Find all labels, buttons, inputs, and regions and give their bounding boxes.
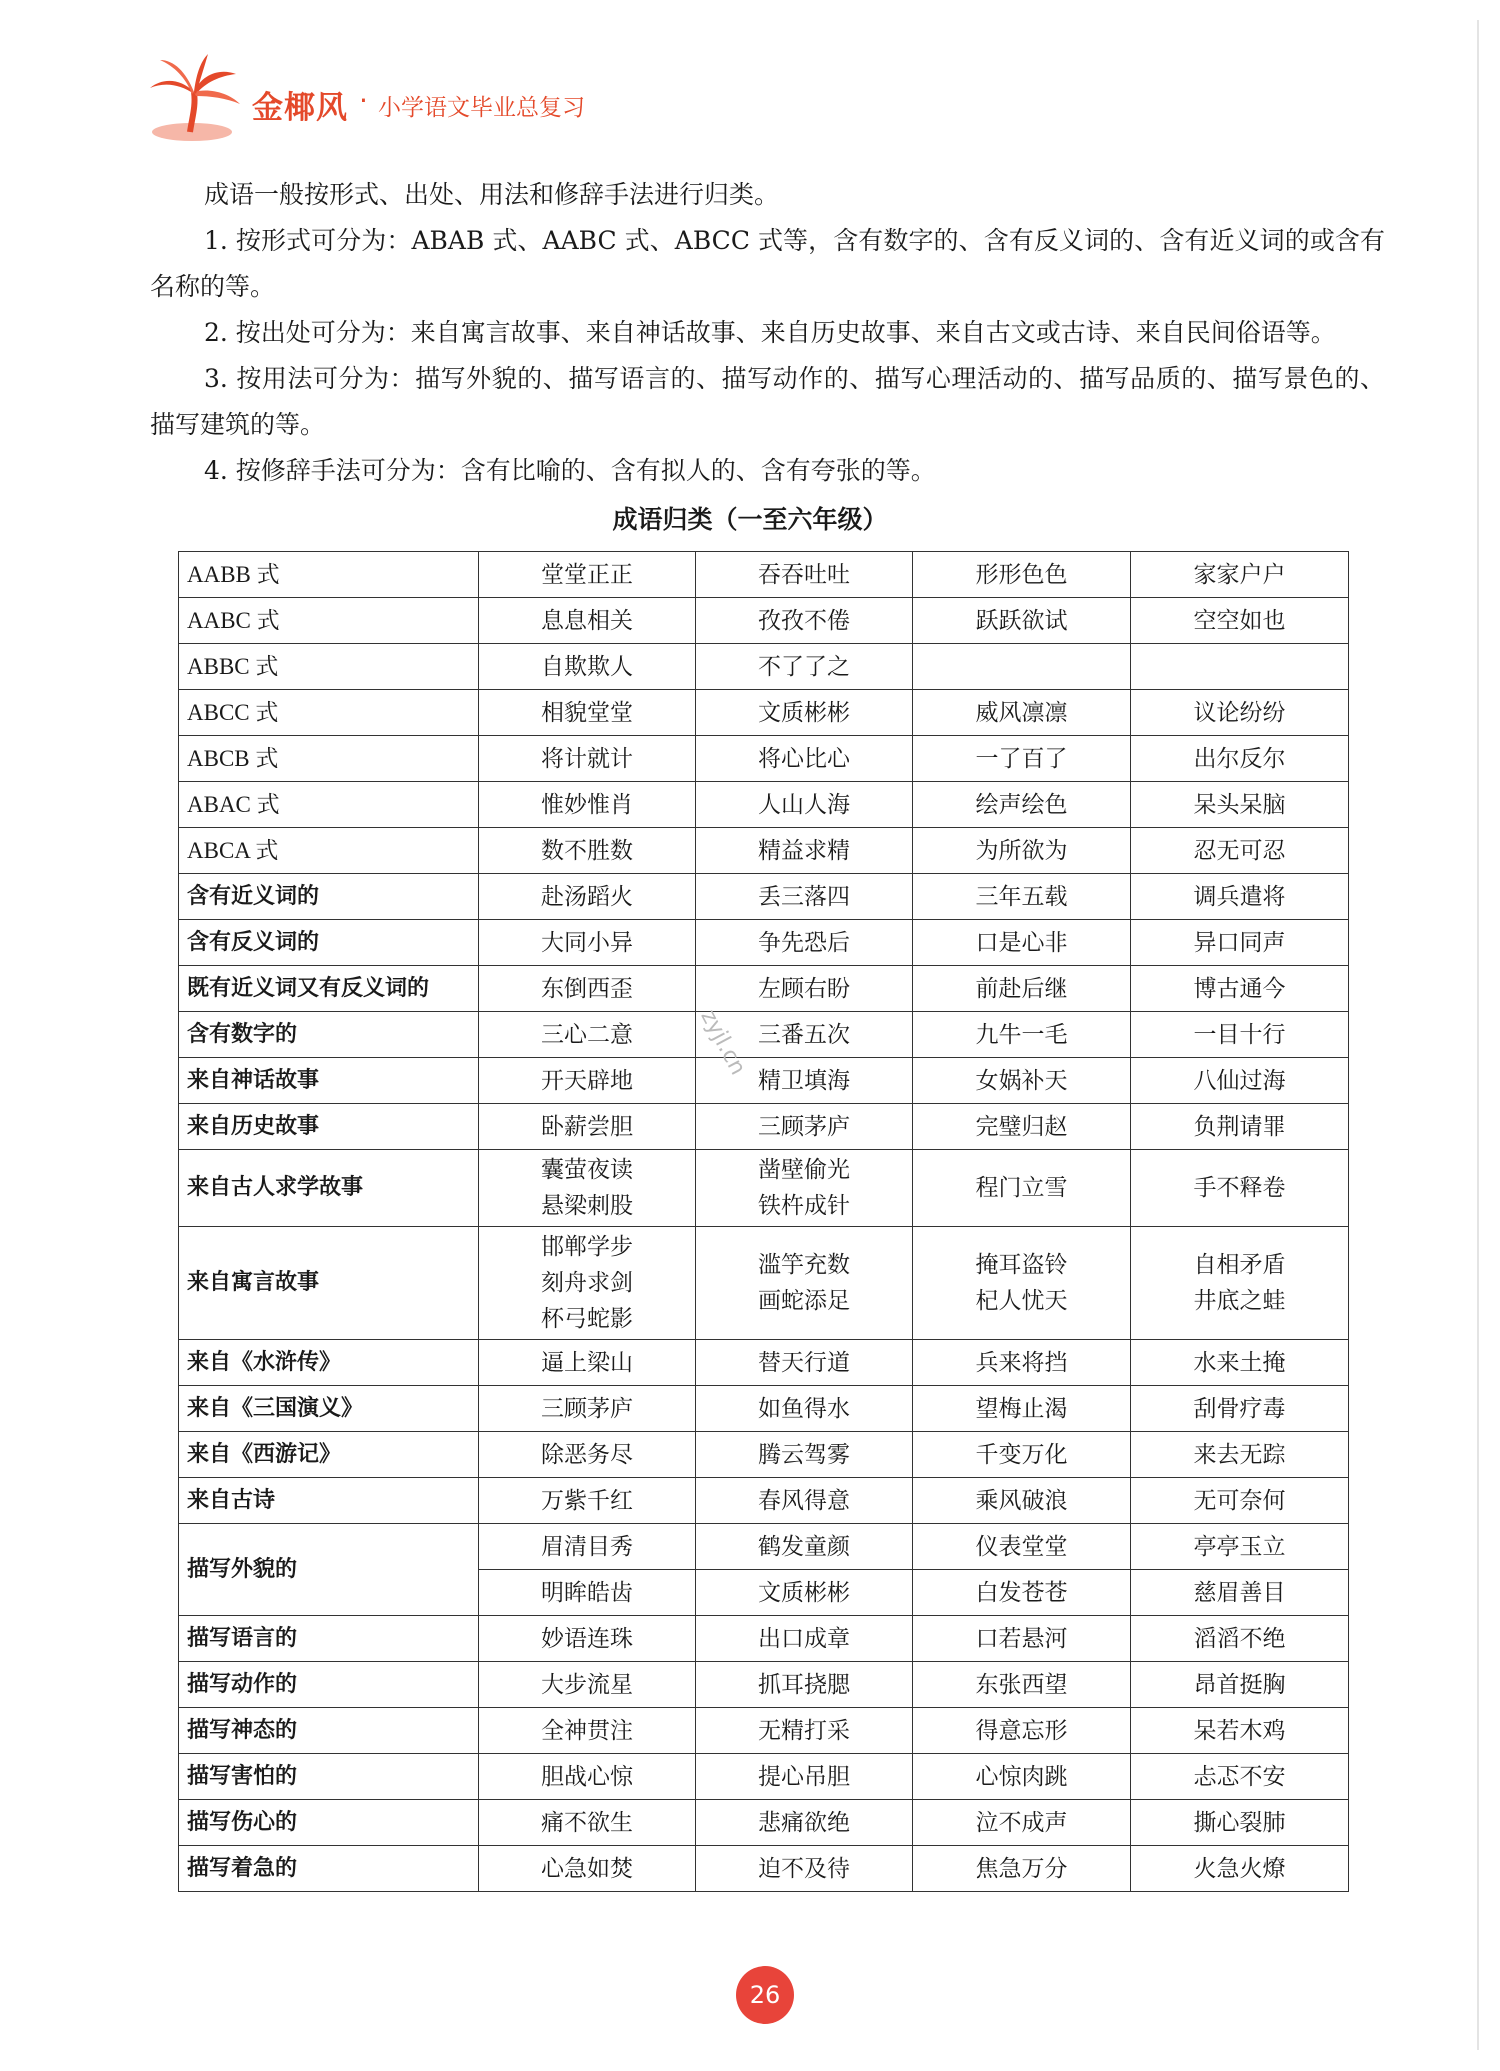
idiom-cell: 争先恐后 xyxy=(696,920,913,966)
idiom-cell: 左顾右盼 xyxy=(696,966,913,1012)
idiom-cell xyxy=(1131,1227,1349,1340)
idiom-cell: 文质彬彬 xyxy=(696,690,913,736)
idiom-cell xyxy=(696,1227,913,1340)
category-cell: 来自《三国演义》 xyxy=(179,1386,479,1432)
intro-section xyxy=(150,172,1385,494)
idiom-cell: 吞吞吐吐 xyxy=(696,552,913,598)
idiom-cell: 替天行道 xyxy=(696,1340,913,1386)
idiom-cell: 息息相关 xyxy=(479,598,696,644)
idiom-cell: 大步流星 xyxy=(479,1662,696,1708)
idiom-cell: 丢三落四 xyxy=(696,874,913,920)
category-cell: ABCA 式 xyxy=(179,828,479,874)
idiom-cell: 口是心非 xyxy=(913,920,1131,966)
idiom-text: 凿壁偷光 xyxy=(758,1157,850,1183)
category-cell: 含有反义词的 xyxy=(179,920,479,966)
idiom-cell: 大同小异 xyxy=(479,920,696,966)
table-row xyxy=(179,1432,1349,1478)
idiom-cell: 无精打采 xyxy=(696,1708,913,1754)
table-row xyxy=(179,1524,1349,1570)
idiom-cell: 乘风破浪 xyxy=(913,1478,1131,1524)
idiom-cell xyxy=(1131,1150,1349,1227)
idiom-text: 自相矛盾 xyxy=(1193,1252,1286,1278)
idiom-cell xyxy=(913,1150,1131,1227)
table-row xyxy=(179,1754,1349,1800)
idiom-cell: 悲痛欲绝 xyxy=(696,1800,913,1846)
idiom-cell: 撕心裂肺 xyxy=(1131,1800,1349,1846)
idiom-cell: 开天辟地 xyxy=(479,1058,696,1104)
idiom-cell: 前赴后继 xyxy=(913,966,1131,1012)
idiom-cell: 空空如也 xyxy=(1131,598,1349,644)
table-row xyxy=(179,920,1349,966)
table-row xyxy=(179,1662,1349,1708)
idiom-cell: 数不胜数 xyxy=(479,828,696,874)
idiom-cell: 将心比心 xyxy=(696,736,913,782)
table-row xyxy=(179,736,1349,782)
idiom-cell: 千变万化 xyxy=(913,1432,1131,1478)
category-cell: 描写神态的 xyxy=(179,1708,479,1754)
idiom-cell: 得意忘形 xyxy=(913,1708,1131,1754)
idiom-cell: 胆战心惊 xyxy=(479,1754,696,1800)
idiom-cell: 抓耳挠腮 xyxy=(696,1662,913,1708)
idiom-cell: 女娲补天 xyxy=(913,1058,1131,1104)
idiom-cell: 惟妙惟肖 xyxy=(479,782,696,828)
idiom-cell: 如鱼得水 xyxy=(696,1386,913,1432)
category-cell: 来自寓言故事 xyxy=(179,1227,479,1340)
palm-tree-logo-icon xyxy=(140,48,250,148)
category-cell: 来自古诗 xyxy=(179,1478,479,1524)
table-row xyxy=(179,1012,1349,1058)
idiom-cell: 形形色色 xyxy=(913,552,1131,598)
table-row xyxy=(179,782,1349,828)
idiom-cell: 文质彬彬 xyxy=(696,1570,913,1616)
idiom-cell xyxy=(479,1227,696,1340)
idiom-cell xyxy=(479,1150,696,1227)
idiom-text: 滥竽充数 xyxy=(758,1252,850,1278)
category-cell: 描写外貌的 xyxy=(179,1524,479,1616)
idiom-cell: 异口同声 xyxy=(1131,920,1349,966)
idiom-cell: 卧薪尝胆 xyxy=(479,1104,696,1150)
idiom-cell: 眉清目秀 xyxy=(479,1524,696,1570)
idiom-cell: 三年五载 xyxy=(913,874,1131,920)
idiom-cell: 心急如焚 xyxy=(479,1846,696,1892)
category-cell: ABBC 式 xyxy=(179,644,479,690)
idiom-cell: 除恶务尽 xyxy=(479,1432,696,1478)
idiom-cell: 逼上梁山 xyxy=(479,1340,696,1386)
category-cell: 来自历史故事 xyxy=(179,1104,479,1150)
idiom-cell: 全神贯注 xyxy=(479,1708,696,1754)
idiom-cell: 负荆请罪 xyxy=(1131,1104,1349,1150)
category-cell: 描写语言的 xyxy=(179,1616,479,1662)
idiom-cell: 迫不及待 xyxy=(696,1846,913,1892)
category-cell: 描写伤心的 xyxy=(179,1800,479,1846)
idiom-cell: 明眸皓齿 xyxy=(479,1570,696,1616)
idiom-cell: 白发苍苍 xyxy=(913,1570,1131,1616)
idiom-cell: 刮骨疗毒 xyxy=(1131,1386,1349,1432)
intro-paragraph: 4. 按修辞手法可分为：含有比喻的、含有拟人的、含有夸张的等。 xyxy=(204,456,936,485)
idiom-text: 悬梁刺股 xyxy=(541,1193,633,1219)
idiom-cell xyxy=(913,644,1131,690)
page-number: 26 xyxy=(736,1966,794,2024)
idiom-cell: 三心二意 xyxy=(479,1012,696,1058)
idiom-cell: 出尔反尔 xyxy=(1131,736,1349,782)
idiom-cell: 鹤发童颜 xyxy=(696,1524,913,1570)
idiom-cell: 一了百了 xyxy=(913,736,1131,782)
idiom-cell: 痛不欲生 xyxy=(479,1800,696,1846)
idiom-cell: 呆头呆脑 xyxy=(1131,782,1349,828)
idiom-cell: 忍无可忍 xyxy=(1131,828,1349,874)
idiom-cell: 口若悬河 xyxy=(913,1616,1131,1662)
idiom-table xyxy=(178,551,1349,1892)
idiom-cell: 不了了之 xyxy=(696,644,913,690)
idiom-cell: 火急火燎 xyxy=(1131,1846,1349,1892)
category-cell: ABCB 式 xyxy=(179,736,479,782)
idiom-cell: 堂堂正正 xyxy=(479,552,696,598)
idiom-cell: 人山人海 xyxy=(696,782,913,828)
category-cell: ABAC 式 xyxy=(179,782,479,828)
intro-paragraph: 成语一般按形式、出处、用法和修辞手法进行归类。 xyxy=(204,180,780,209)
book-subtitle: 小学语文毕业总复习 xyxy=(378,95,585,121)
idiom-cell: 相貌堂堂 xyxy=(479,690,696,736)
idiom-text: 掩耳盗铃 xyxy=(975,1252,1068,1278)
idiom-cell: 望梅止渴 xyxy=(913,1386,1131,1432)
category-cell: 含有近义词的 xyxy=(179,874,479,920)
intro-paragraph: 3. 按用法可分为：描写外貌的、描写语言的、描写动作的、描写心理活动的、描写品质的、描写景色的、描写建筑的等。 xyxy=(150,364,1385,439)
idiom-cell: 昂首挺胸 xyxy=(1131,1662,1349,1708)
idiom-cell: 提心吊胆 xyxy=(696,1754,913,1800)
category-cell: AABC 式 xyxy=(179,598,479,644)
idiom-cell: 焦急万分 xyxy=(913,1846,1131,1892)
idiom-text: 邯郸学步 xyxy=(541,1234,633,1260)
table-row xyxy=(179,1616,1349,1662)
idiom-cell: 将计就计 xyxy=(479,736,696,782)
table-row xyxy=(179,1386,1349,1432)
idiom-cell: 呆若木鸡 xyxy=(1131,1708,1349,1754)
idiom-cell: 泣不成声 xyxy=(913,1800,1131,1846)
idiom-cell: 东张西望 xyxy=(913,1662,1131,1708)
idiom-cell: 绘声绘色 xyxy=(913,782,1131,828)
idiom-cell: 春风得意 xyxy=(696,1478,913,1524)
idiom-text: 刻舟求剑 xyxy=(541,1270,633,1296)
category-cell: 含有数字的 xyxy=(179,1012,479,1058)
idiom-cell: 仪表堂堂 xyxy=(913,1524,1131,1570)
idiom-cell: 三番五次 xyxy=(696,1012,913,1058)
idiom-cell: 议论纷纷 xyxy=(1131,690,1349,736)
idiom-cell: 万紫千红 xyxy=(479,1478,696,1524)
idiom-cell xyxy=(913,1227,1131,1340)
idiom-cell: 出口成章 xyxy=(696,1616,913,1662)
table-row xyxy=(179,1846,1349,1892)
category-cell: 来自《西游记》 xyxy=(179,1432,479,1478)
idiom-text: 杯弓蛇影 xyxy=(541,1306,633,1332)
category-cell: 描写着急的 xyxy=(179,1846,479,1892)
idiom-cell: 为所欲为 xyxy=(913,828,1131,874)
table-row xyxy=(179,1340,1349,1386)
idiom-cell xyxy=(696,1150,913,1227)
idiom-cell: 赴汤蹈火 xyxy=(479,874,696,920)
table-row xyxy=(179,644,1349,690)
table-title: 成语归类（一至六年级） xyxy=(612,505,888,534)
idiom-cell: 妙语连珠 xyxy=(479,1616,696,1662)
idiom-cell: 调兵遣将 xyxy=(1131,874,1349,920)
idiom-cell: 来去无踪 xyxy=(1131,1432,1349,1478)
idiom-cell: 家家户户 xyxy=(1131,552,1349,598)
idiom-cell: 九牛一毛 xyxy=(913,1012,1131,1058)
table-row xyxy=(179,1104,1349,1150)
page-edge-line xyxy=(1477,20,1479,2050)
category-cell: 描写害怕的 xyxy=(179,1754,479,1800)
table-row xyxy=(179,1708,1349,1754)
idiom-cell: 兵来将挡 xyxy=(913,1340,1131,1386)
idiom-text: 杞人忧天 xyxy=(975,1288,1068,1314)
idiom-cell: 一目十行 xyxy=(1131,1012,1349,1058)
idiom-cell: 水来土掩 xyxy=(1131,1340,1349,1386)
category-cell: AABB 式 xyxy=(179,552,479,598)
table-row xyxy=(179,828,1349,874)
idiom-cell: 滔滔不绝 xyxy=(1131,1616,1349,1662)
watermark: zyjl.cn xyxy=(695,1005,751,1080)
table-row xyxy=(179,552,1349,598)
idiom-cell: 精卫填海 xyxy=(696,1058,913,1104)
idiom-cell: 孜孜不倦 xyxy=(696,598,913,644)
brand-name: 金椰风 xyxy=(252,90,348,126)
idiom-cell: 八仙过海 xyxy=(1131,1058,1349,1104)
idiom-cell: 心惊肉跳 xyxy=(913,1754,1131,1800)
idiom-cell: 慈眉善目 xyxy=(1131,1570,1349,1616)
idiom-cell: 自欺欺人 xyxy=(479,644,696,690)
table-row xyxy=(179,1478,1349,1524)
table-row xyxy=(179,1150,1349,1227)
category-cell: 来自神话故事 xyxy=(179,1058,479,1104)
table-row xyxy=(179,1058,1349,1104)
table-row xyxy=(179,598,1349,644)
idiom-cell: 完璧归赵 xyxy=(913,1104,1131,1150)
table-row xyxy=(179,1227,1349,1340)
idiom-table-body xyxy=(179,552,1349,1892)
idiom-cell: 精益求精 xyxy=(696,828,913,874)
table-row xyxy=(179,874,1349,920)
intro-paragraph: 2. 按出处可分为：来自寓言故事、来自神话故事、来自历史故事、来自古文或古诗、来自民间俗语等。 xyxy=(204,318,1336,347)
idiom-text: 井底之蛙 xyxy=(1193,1288,1286,1314)
table-row xyxy=(179,966,1349,1012)
idiom-cell: 亭亭玉立 xyxy=(1131,1524,1349,1570)
table-row xyxy=(179,1800,1349,1846)
table-row xyxy=(179,690,1349,736)
idiom-cell: 威风凛凛 xyxy=(913,690,1131,736)
idiom-cell: 三顾茅庐 xyxy=(479,1386,696,1432)
idiom-text: 手不释卷 xyxy=(1193,1175,1286,1201)
idiom-cell: 三顾茅庐 xyxy=(696,1104,913,1150)
idiom-text: 程门立雪 xyxy=(975,1175,1068,1201)
category-cell: 既有近义词又有反义词的 xyxy=(179,966,479,1012)
idiom-text: 囊萤夜读 xyxy=(541,1157,633,1183)
idiom-cell: 忐忑不安 xyxy=(1131,1754,1349,1800)
category-cell: 来自古人求学故事 xyxy=(179,1150,479,1227)
idiom-cell: 跃跃欲试 xyxy=(913,598,1131,644)
idiom-text: 画蛇添足 xyxy=(758,1288,850,1314)
brand-separator: · xyxy=(359,84,368,117)
category-cell: 描写动作的 xyxy=(179,1662,479,1708)
idiom-cell: 无可奈何 xyxy=(1131,1478,1349,1524)
category-cell: 来自《水浒传》 xyxy=(179,1340,479,1386)
idiom-cell: 东倒西歪 xyxy=(479,966,696,1012)
idiom-cell xyxy=(1131,644,1349,690)
category-cell: ABCC 式 xyxy=(179,690,479,736)
intro-paragraph: 1. 按形式可分为：ABAB 式、AABC 式、ABCC 式等，含有数字的、含有反义词的、含有近义词的或含有名称的等。 xyxy=(150,226,1385,301)
page-header xyxy=(140,40,900,150)
idiom-cell: 腾云驾雾 xyxy=(696,1432,913,1478)
idiom-cell: 博古通今 xyxy=(1131,966,1349,1012)
idiom-text: 铁杵成针 xyxy=(758,1193,850,1219)
